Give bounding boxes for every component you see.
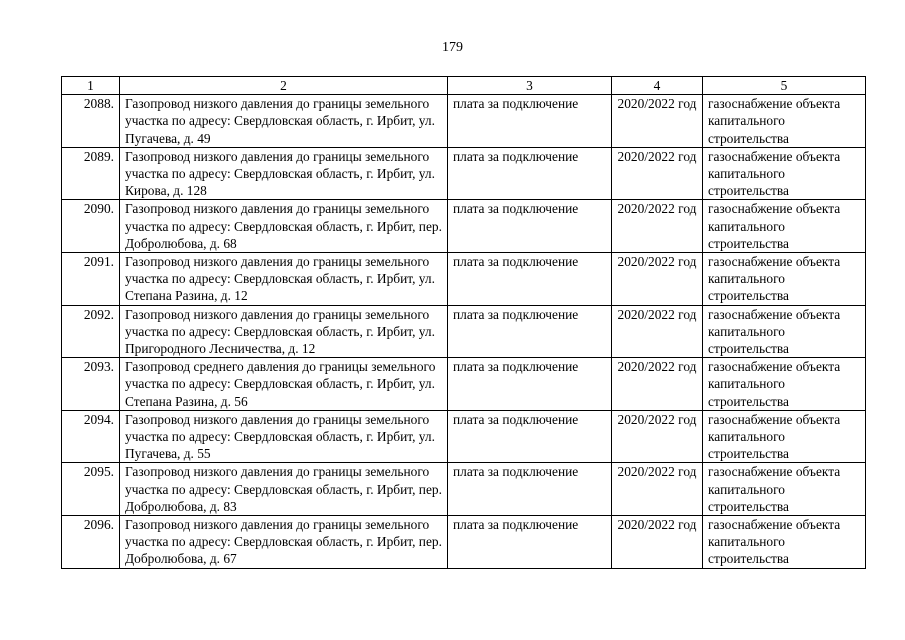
object-name: Газопровод низкого давления до границы земельного участка по адресу: Свердловская область, г. Ирбит, пер. Добролюбова, д. 68 — [120, 200, 448, 253]
object-name: Газопровод низкого давления до границы земельного участка по адресу: Свердловская область, г. Ирбит, ул. Степана Разина, д. 12 — [120, 253, 448, 306]
column-header-5: 5 — [703, 77, 866, 95]
period: 2020/2022 год — [612, 95, 703, 148]
row-number: 2088. — [62, 95, 120, 148]
table-row — [62, 358, 866, 411]
table-row — [62, 410, 866, 463]
column-header-2: 2 — [120, 77, 448, 95]
object-name: Газопровод низкого давления до границы земельного участка по адресу: Свердловская область, г. Ирбит, ул. Пугачева, д. 49 — [120, 95, 448, 148]
object-name: Газопровод среднего давления до границы земельного участка по адресу: Свердловская область, г. Ирбит, ул. Степана Разина, д. 56 — [120, 358, 448, 411]
row-number: 2096. — [62, 516, 120, 569]
row-number: 2089. — [62, 147, 120, 200]
period: 2020/2022 год — [612, 305, 703, 358]
table-row — [62, 147, 866, 200]
table-row — [62, 200, 866, 253]
period: 2020/2022 год — [612, 516, 703, 569]
period: 2020/2022 год — [612, 147, 703, 200]
object-name: Газопровод низкого давления до границы земельного участка по адресу: Свердловская область, г. Ирбит, пер. Добролюбова, д. 67 — [120, 516, 448, 569]
object-name: Газопровод низкого давления до границы земельного участка по адресу: Свердловская область, г. Ирбит, ул. Пугачева, д. 55 — [120, 410, 448, 463]
purpose: газоснабжение объекта капитального строительства — [703, 516, 866, 569]
table-row — [62, 463, 866, 516]
purpose: газоснабжение объекта капитального строительства — [703, 147, 866, 200]
purpose: газоснабжение объекта капитального строительства — [703, 253, 866, 306]
purpose: газоснабжение объекта капитального строительства — [703, 305, 866, 358]
table-row — [62, 516, 866, 569]
period: 2020/2022 год — [612, 410, 703, 463]
purpose: газоснабжение объекта капитального строительства — [703, 358, 866, 411]
purpose: газоснабжение объекта капитального строительства — [703, 463, 866, 516]
table-row — [62, 253, 866, 306]
period: 2020/2022 год — [612, 358, 703, 411]
purpose: газоснабжение объекта капитального строительства — [703, 410, 866, 463]
page-number: 179 — [442, 40, 463, 55]
row-number: 2093. — [62, 358, 120, 411]
funding-source: плата за подключение — [448, 200, 612, 253]
table-row — [62, 305, 866, 358]
period: 2020/2022 год — [612, 200, 703, 253]
object-name: Газопровод низкого давления до границы земельного участка по адресу: Свердловская область, г. Ирбит, ул. Кирова, д. 128 — [120, 147, 448, 200]
period: 2020/2022 год — [612, 463, 703, 516]
row-number: 2094. — [62, 410, 120, 463]
row-number: 2095. — [62, 463, 120, 516]
table-row — [62, 95, 866, 148]
row-number: 2090. — [62, 200, 120, 253]
purpose: газоснабжение объекта капитального строительства — [703, 95, 866, 148]
funding-source: плата за подключение — [448, 147, 612, 200]
period: 2020/2022 год — [612, 253, 703, 306]
purpose: газоснабжение объекта капитального строительства — [703, 200, 866, 253]
funding-source: плата за подключение — [448, 253, 612, 306]
column-header-3: 3 — [448, 77, 612, 95]
funding-source: плата за подключение — [448, 305, 612, 358]
funding-source: плата за подключение — [448, 410, 612, 463]
funding-source: плата за подключение — [448, 358, 612, 411]
column-header-4: 4 — [612, 77, 703, 95]
object-name: Газопровод низкого давления до границы земельного участка по адресу: Свердловская область, г. Ирбит, пер. Добролюбова, д. 83 — [120, 463, 448, 516]
funding-source: плата за подключение — [448, 516, 612, 569]
row-number: 2091. — [62, 253, 120, 306]
object-name: Газопровод низкого давления до границы земельного участка по адресу: Свердловская область, г. Ирбит, ул. Пригородного Лесничества, д. 12 — [120, 305, 448, 358]
funding-source: плата за подключение — [448, 463, 612, 516]
funding-source: плата за подключение — [448, 95, 612, 148]
table-header-row — [62, 77, 866, 95]
column-header-1: 1 — [62, 77, 120, 95]
row-number: 2092. — [62, 305, 120, 358]
data-table — [61, 76, 866, 569]
